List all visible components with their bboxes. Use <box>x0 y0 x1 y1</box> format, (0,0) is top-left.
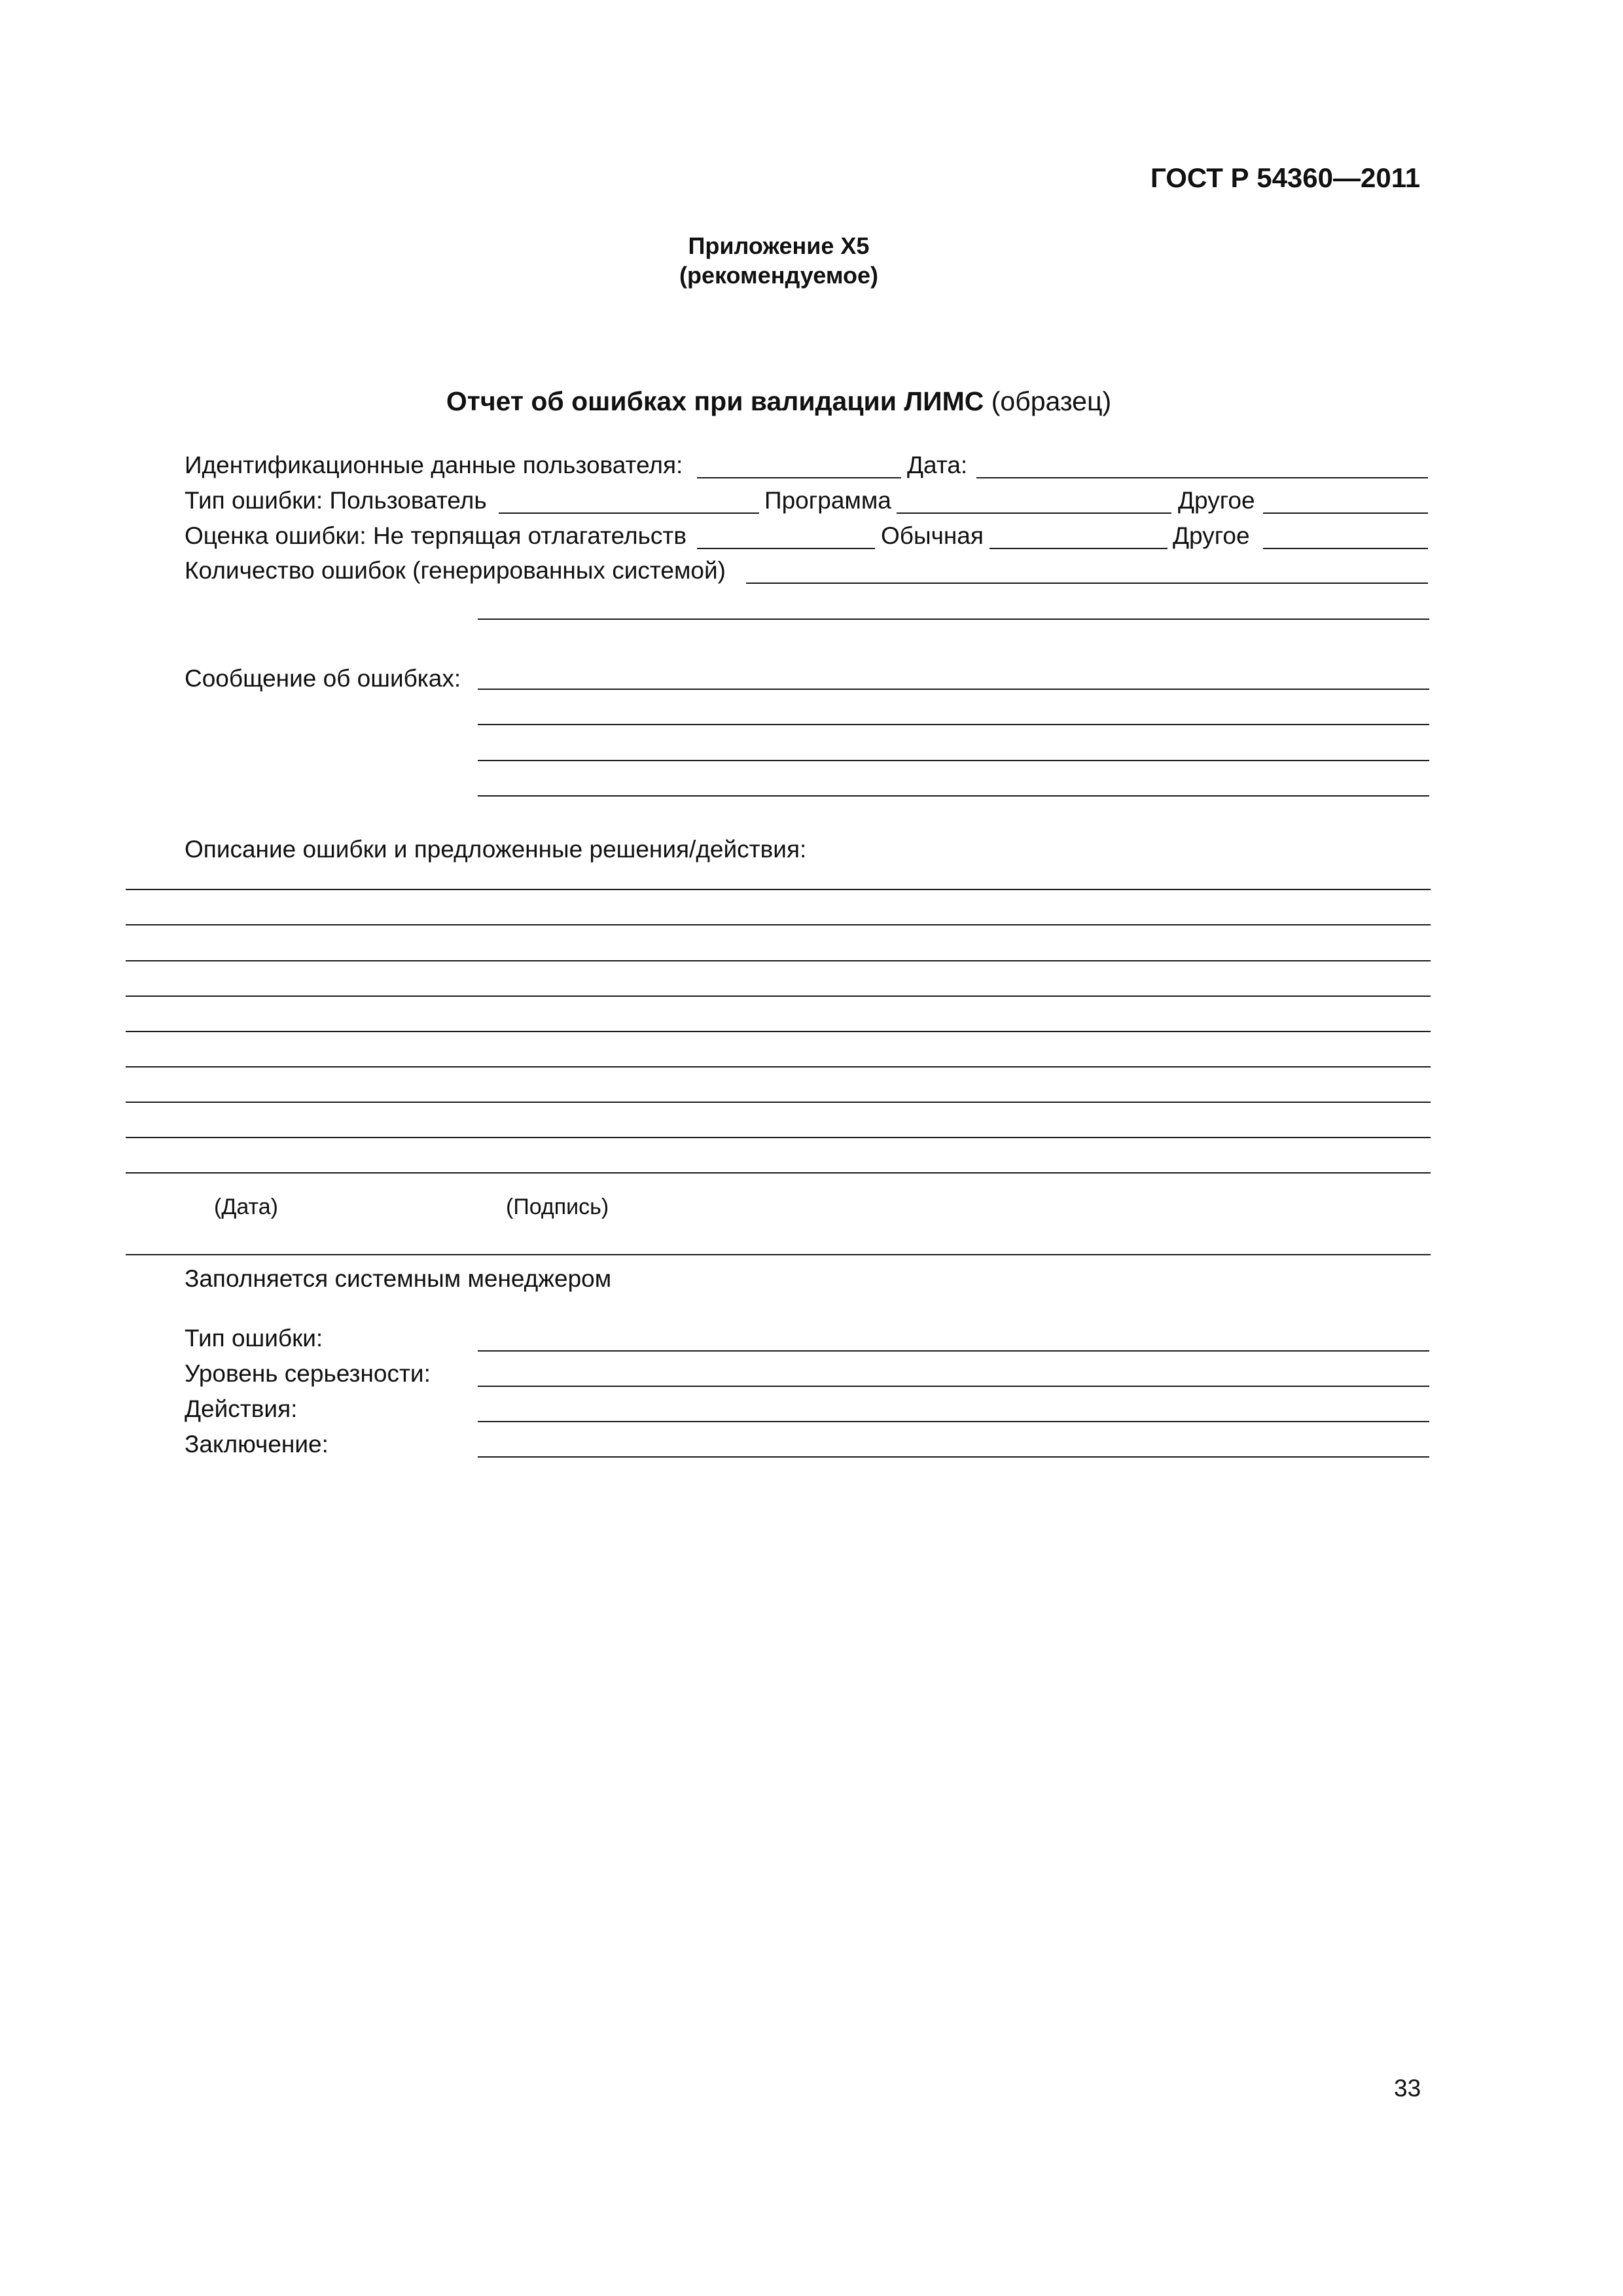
description-line-6[interactable] <box>126 1066 1431 1067</box>
section-divider <box>126 1254 1431 1255</box>
date-label: Дата: <box>907 452 968 478</box>
user-error-field[interactable] <box>499 512 759 514</box>
other-error-field[interactable] <box>1263 512 1428 514</box>
description-line-2[interactable] <box>126 924 1431 925</box>
sign-signature-caption: (Подпись) <box>506 1194 609 1219</box>
appendix-subtitle: (рекомендуемое) <box>679 262 878 289</box>
program-label: Программа <box>764 487 891 514</box>
urgent-field[interactable] <box>697 548 875 549</box>
form-title-normal: (образец) <box>991 386 1112 416</box>
manager-actions-label: Действия: <box>185 1395 298 1422</box>
count-field[interactable] <box>746 583 1428 584</box>
message-label: Сообщение об ошибках: <box>185 665 461 692</box>
description-label: Описание ошибки и предложенные решения/действия: <box>185 836 807 863</box>
page-number: 33 <box>1394 2075 1421 2102</box>
form-title-bold: Отчет об ошибках при валидации ЛИМС <box>446 386 984 416</box>
description-line-9[interactable] <box>126 1172 1431 1174</box>
count-field-line-2[interactable] <box>478 619 1429 620</box>
description-line-3[interactable] <box>126 960 1431 961</box>
user-id-field[interactable] <box>697 477 901 478</box>
count-label: Количество ошибок (генерированных системой) <box>185 557 726 584</box>
ordinary-field[interactable] <box>990 548 1168 549</box>
form-title <box>0 386 1558 417</box>
sign-date-caption: (Дата) <box>214 1194 278 1219</box>
error-type-label: Тип ошибки: Пользователь <box>185 487 487 514</box>
user-id-label: Идентификационные данные пользователя: <box>185 452 683 478</box>
manager-type-field[interactable] <box>478 1350 1429 1352</box>
ordinary-label: Обычная <box>881 522 984 549</box>
manager-actions-field[interactable] <box>478 1421 1429 1422</box>
other-label-2: Другое <box>1173 522 1250 549</box>
message-line-1[interactable] <box>478 689 1429 690</box>
description-line-7[interactable] <box>126 1102 1431 1103</box>
description-line-8[interactable] <box>126 1137 1431 1138</box>
manager-heading: Заполняется системным менеджером <box>185 1265 612 1292</box>
description-line-4[interactable] <box>126 996 1431 997</box>
other-label: Другое <box>1178 487 1255 514</box>
message-line-4[interactable] <box>478 795 1429 797</box>
message-line-3[interactable] <box>478 760 1429 761</box>
manager-conclusion-label: Заключение: <box>185 1431 329 1458</box>
manager-severity-label: Уровень серьезности: <box>185 1360 431 1387</box>
other-assessment-field[interactable] <box>1263 548 1428 549</box>
appendix-title: Приложение Х5 <box>688 232 870 259</box>
manager-type-label: Тип ошибки: <box>185 1325 323 1352</box>
standard-number: ГОСТ Р 54360—2011 <box>1150 162 1421 193</box>
description-line-1[interactable] <box>126 889 1431 890</box>
manager-conclusion-field[interactable] <box>478 1456 1429 1458</box>
message-line-2[interactable] <box>478 724 1429 725</box>
program-error-field[interactable] <box>897 512 1171 514</box>
assessment-label: Оценка ошибки: Не терпящая отлагательств <box>185 522 687 549</box>
description-line-5[interactable] <box>126 1031 1431 1032</box>
date-field[interactable] <box>976 477 1428 478</box>
manager-severity-field[interactable] <box>478 1386 1429 1387</box>
